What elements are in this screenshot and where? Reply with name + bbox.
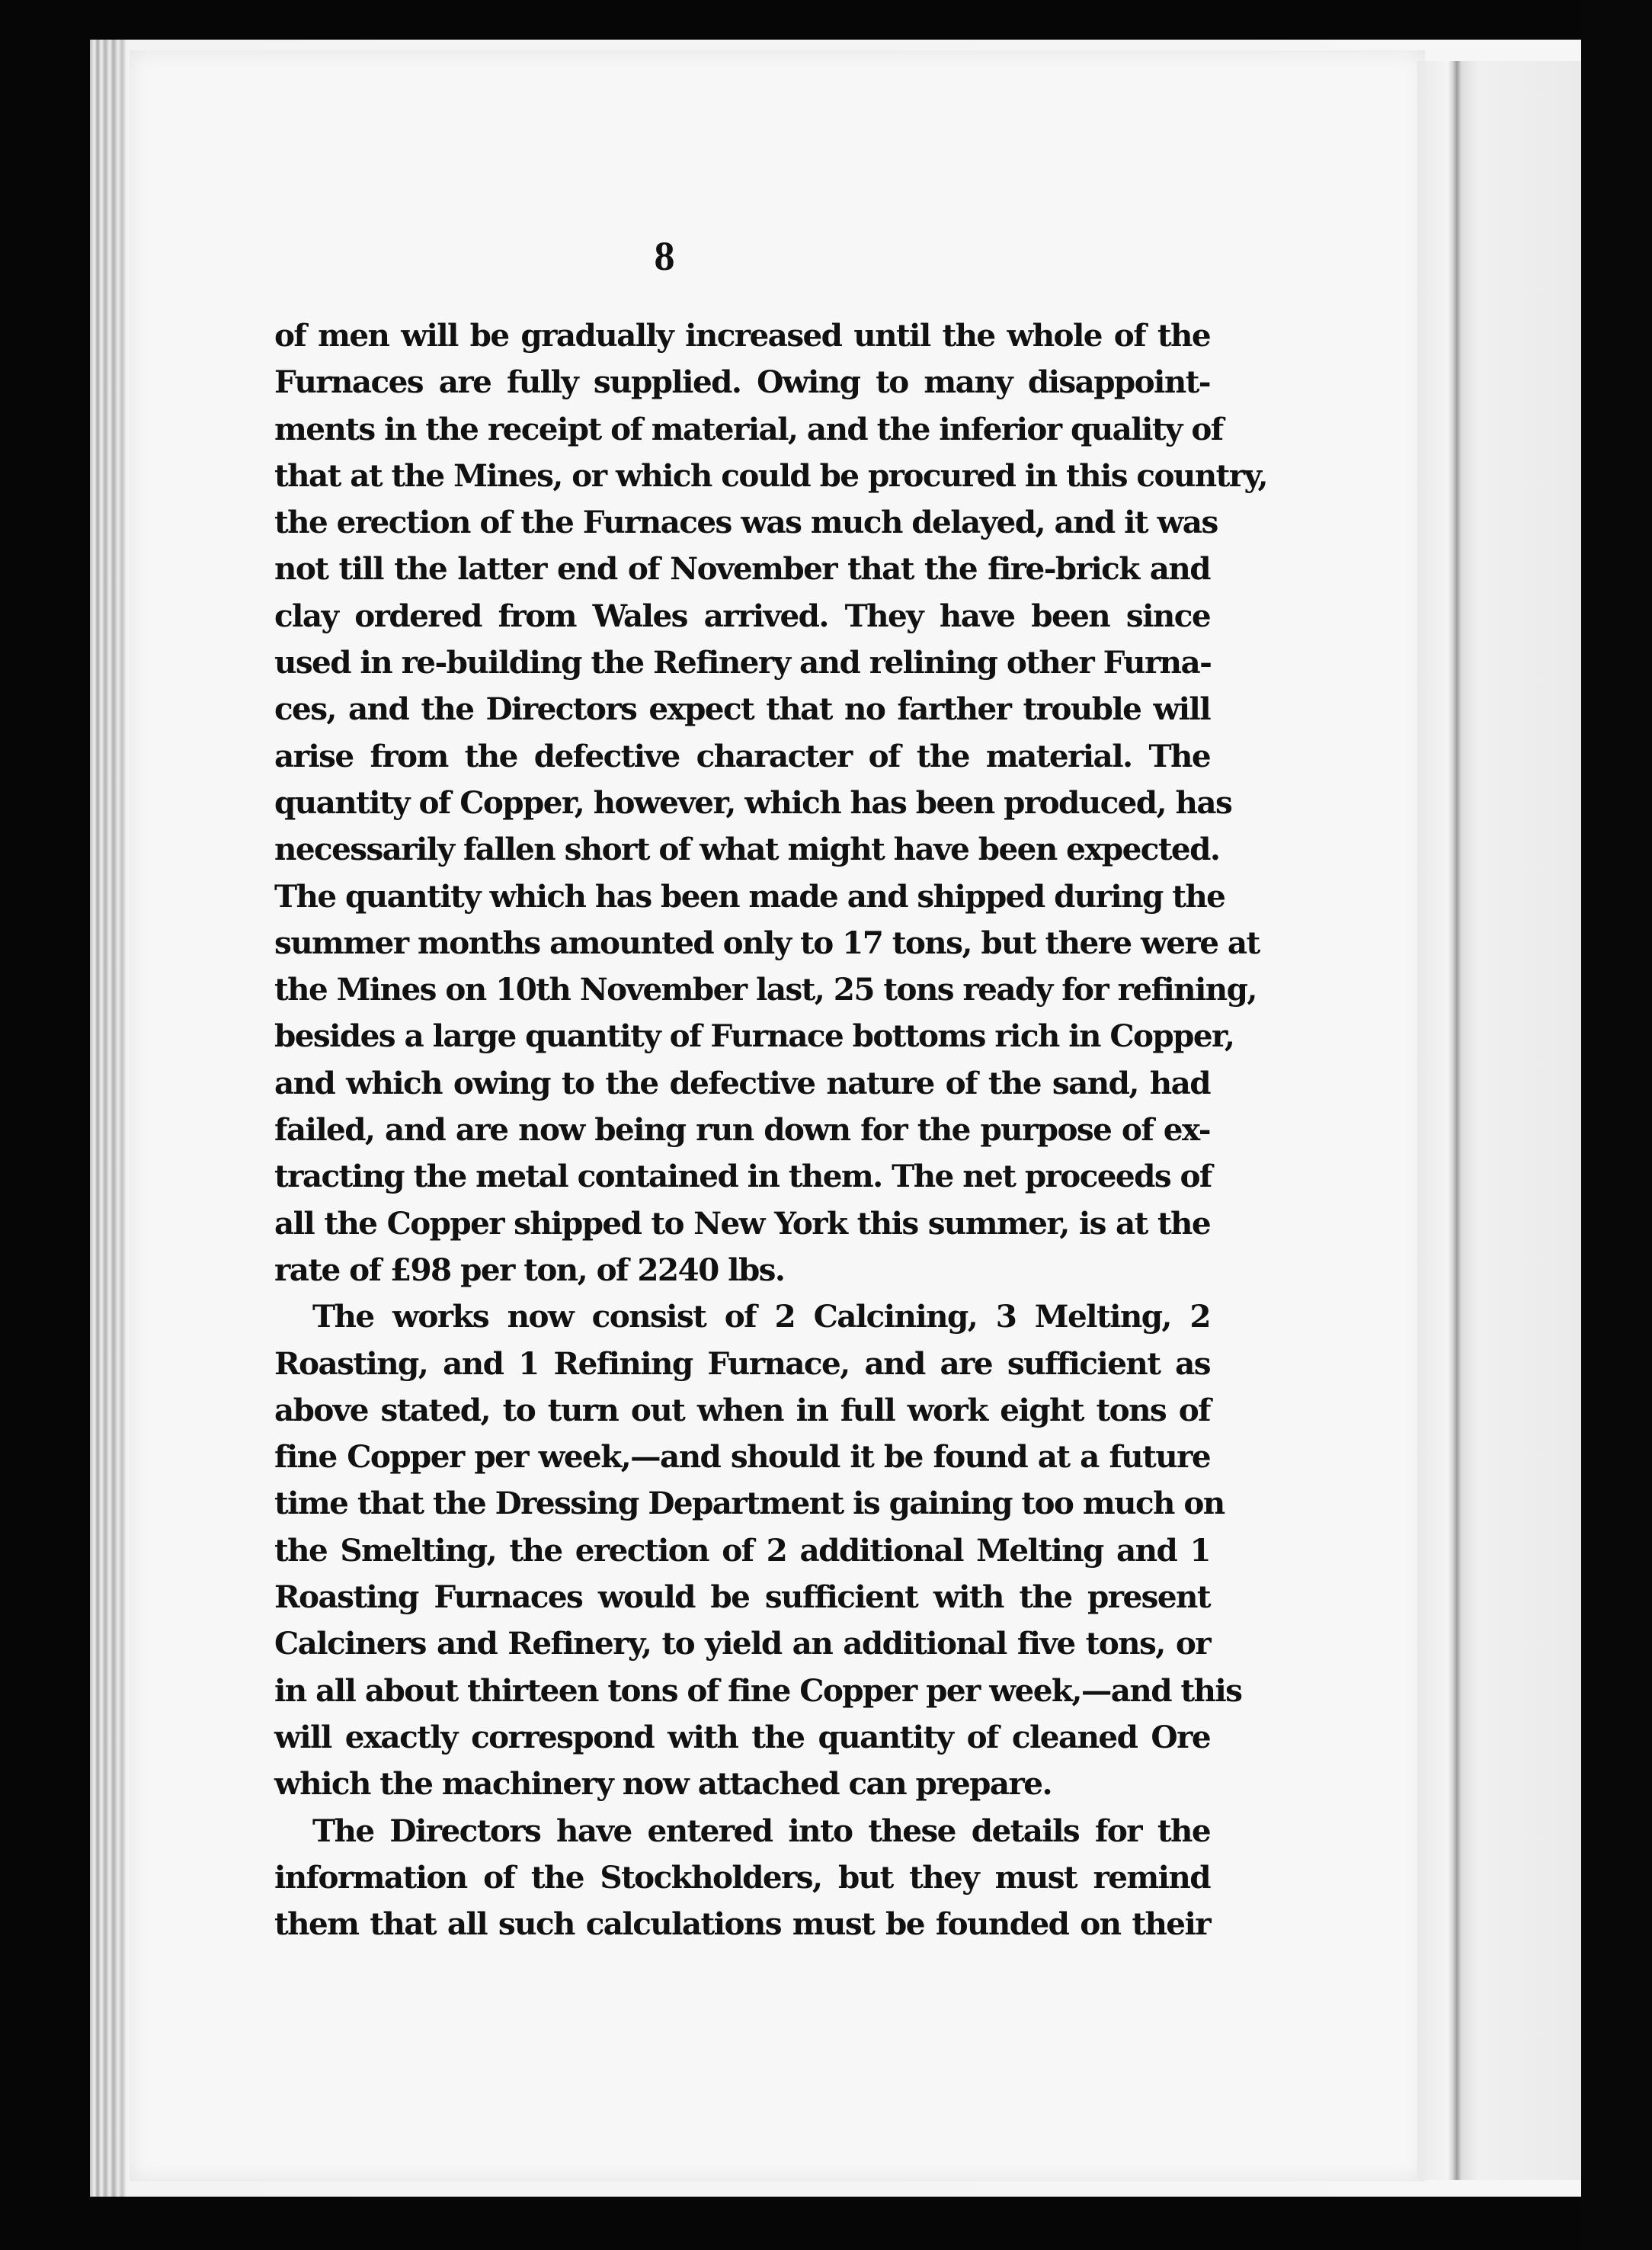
text-line: not till the latter end of November that the fire-brick and xyxy=(274,550,1210,588)
text-line: fine Copper per week,—and should it be found at a future xyxy=(274,1438,1210,1476)
text-line: arise from the defective character of the material. The xyxy=(274,737,1210,774)
text-line: clay ordered from Wales arrived. They have been since xyxy=(274,597,1210,634)
text-line: tracting the metal contained in them. The net proceeds of xyxy=(274,1158,1212,1195)
text-line: used in re-building the Refinery and relining other Furna- xyxy=(274,644,1212,681)
text-line: rate of £98 per ton, of 2240 lbs. xyxy=(274,1251,785,1288)
text-line: The works now consist of 2 Calcining, 3 Melting, 2 xyxy=(312,1298,1210,1335)
text-line: Calciners and Refinery, to yield an additional five tons, or xyxy=(274,1625,1210,1662)
text-line: them that all such calculations must be founded on their xyxy=(274,1905,1210,1943)
text-line: of men will be gradually increased until the whole of the xyxy=(274,317,1210,354)
text-line: all the Copper shipped to New York this summer, is at the xyxy=(274,1204,1210,1242)
paragraph xyxy=(274,312,1267,1293)
text-line: The quantity which has been made and shipped during the xyxy=(274,877,1225,915)
text-line: necessarily fallen short of what might have been expected. xyxy=(274,831,1220,868)
text-line: Roasting, and 1 Refining Furnace, and are sufficient as xyxy=(274,1345,1210,1382)
text-line: failed, and are now being run down for the purpose of ex- xyxy=(274,1111,1210,1149)
text-line: time that the Dressing Department is gaining too much on xyxy=(274,1485,1225,1522)
text-line: besides a large quantity of Furnace bottoms rich in Copper, xyxy=(274,1018,1234,1055)
text-line: will exactly correspond with the quantity of cleaned Ore xyxy=(274,1718,1210,1755)
text-line: The Directors have entered into these details for the xyxy=(312,1812,1210,1849)
text-line: summer months amounted only to 17 tons, but there were at xyxy=(274,924,1260,961)
text-line: the erection of the Furnaces was much delayed, and it was xyxy=(274,504,1218,541)
text-line: and which owing to the defective nature of the sand, had xyxy=(274,1064,1210,1101)
text-line: ces, and the Directors expect that no farther trouble will xyxy=(274,691,1210,728)
text-line: information of the Stockholders, but they must remind xyxy=(274,1858,1210,1896)
text-line: quantity of Copper, however, which has been produced, has xyxy=(274,784,1232,821)
text-line: in all about thirteen tons of fine Copper per week,—and this xyxy=(274,1671,1242,1709)
text-line: which the machinery now attached can prepare. xyxy=(274,1765,1052,1803)
body-text xyxy=(274,312,1267,1947)
text-line: Furnaces are fully supplied. Owing to many disappoint- xyxy=(274,364,1210,401)
text-line: ments in the receipt of material, and the inferior quality of xyxy=(274,410,1223,447)
facing-page-edge xyxy=(1417,61,1581,2180)
text-line: above stated, to turn out when in full work eight tons of xyxy=(274,1391,1210,1428)
text-line: the Smelting, the erection of 2 additional Melting and 1 xyxy=(274,1531,1210,1569)
paragraph xyxy=(274,1808,1210,1948)
text-line: the Mines on 10th November last, 25 tons ready for refining, xyxy=(274,971,1257,1008)
page-number: 8 xyxy=(654,233,675,279)
text-line: Roasting Furnaces would be sufficient with the present xyxy=(274,1579,1210,1616)
paragraph xyxy=(274,1293,1242,1807)
text-line: that at the Mines, or which could be procured in this country, xyxy=(274,457,1267,494)
scan-background xyxy=(1581,0,1652,2250)
